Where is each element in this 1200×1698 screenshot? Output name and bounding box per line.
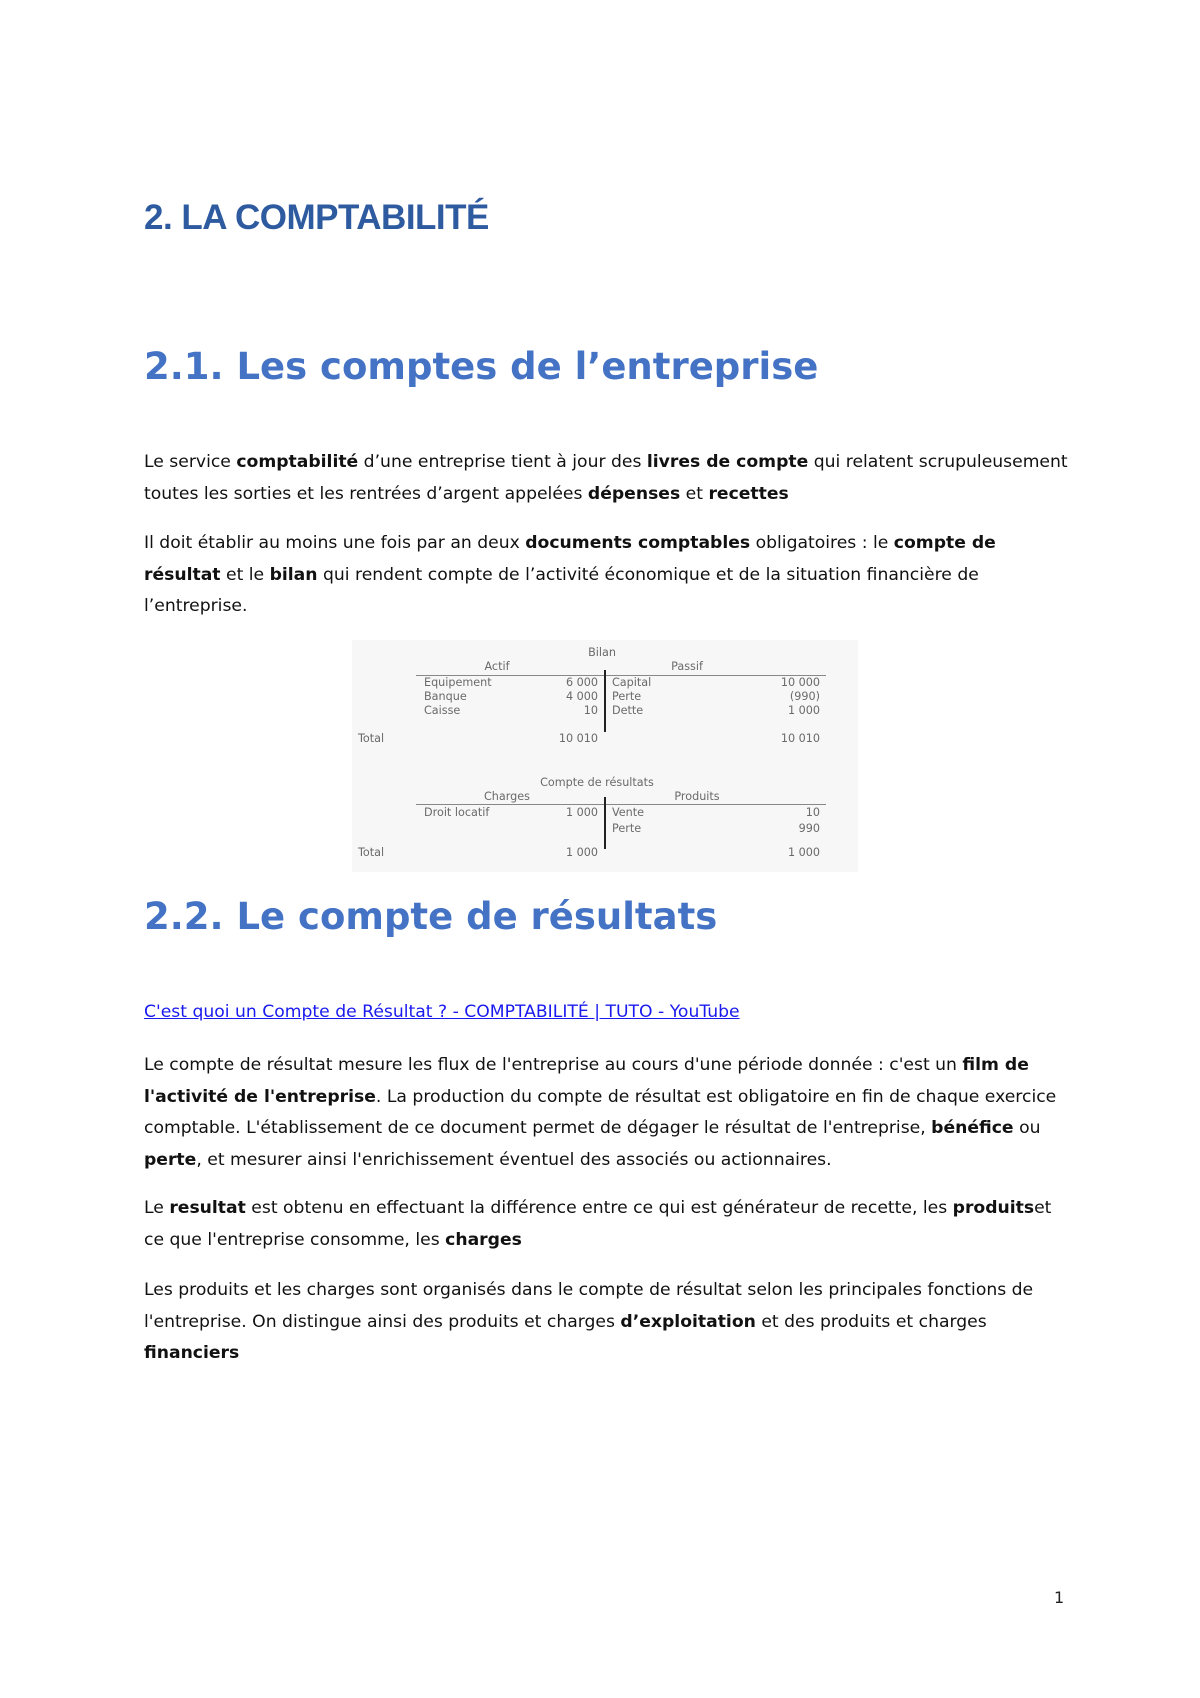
text-run: qui rendent compte de l’activité économique et de la situation financière de l’entreprise.: [144, 564, 979, 616]
actif-row-label: Banque: [424, 690, 467, 703]
resultat-title: Compte de résultats: [540, 776, 654, 789]
text-run: est obtenu en effectuant la différence entre ce qui est générateur de recette, les: [245, 1198, 953, 1218]
charges-row-label: Droit locatif: [424, 806, 490, 819]
bold-run: perte: [144, 1149, 197, 1170]
produits-label: Produits: [674, 790, 720, 803]
main-heading: 2. LA COMPTABILITÉ: [144, 198, 489, 237]
bold-run: dépenses: [587, 483, 681, 504]
section-1-paragraph-2: [144, 528, 1074, 623]
resultat-total-label: Total: [358, 846, 385, 859]
passif-row-label: Dette: [612, 704, 644, 717]
section-2-paragraph-1: [144, 1050, 1074, 1176]
text-run: et le: [220, 564, 270, 585]
resultat-divider: [604, 797, 606, 849]
text-run: , et mesurer ainsi l'enrichissement éventuel des associés ou actionnaires.: [196, 1149, 832, 1170]
actif-row-value: 4 000: [565, 690, 598, 703]
produits-row-value: 10: [805, 806, 820, 819]
text-run: . La production du compte de résultat est obligatoire en fin de chaque exercice comptable. L'établissement de ce document permet de dégager le résultat de l'entreprise,: [144, 1086, 1057, 1138]
bold-run: bénéfice: [931, 1118, 1014, 1138]
text-run: Le service: [144, 452, 237, 472]
text-run: qui relatent scrupuleusement toutes les sorties et les rentrées d’argent appelées: [144, 452, 1068, 504]
resultat-header-rule: [416, 804, 826, 805]
bilan-total-actif: 10 010: [558, 732, 598, 745]
text-run: et: [680, 483, 709, 504]
text-run: d’une entreprise tient à jour des: [358, 452, 647, 472]
bold-run: compte de résultat: [144, 533, 996, 585]
passif-row-label: Capital: [612, 676, 652, 689]
bilan-divider: [604, 670, 606, 732]
produits-row-label: Vente: [612, 806, 645, 819]
section-2-paragraph-2: [144, 1193, 1074, 1256]
charges-row-value: 1 000: [565, 806, 598, 819]
actif-label: Actif: [484, 660, 510, 673]
text-run: ou: [1013, 1118, 1041, 1138]
text-run: et des produits et charges: [755, 1311, 987, 1332]
section-2-heading: 2.2. Le compte de résultats: [144, 895, 718, 938]
text-run: obligatoires : le: [750, 533, 894, 553]
text-run: Les produits et les charges sont organisés dans le compte de résultat selon les principales fonctions de l'entreprise. On distingue ainsi des produits et charges: [144, 1280, 1034, 1332]
text-run: Le: [144, 1198, 170, 1218]
passif-row-value: 10 000: [780, 676, 820, 689]
text-run: Le compte de résultat mesure les flux de l'entreprise au cours d'une période donnée : c'est un: [144, 1055, 963, 1075]
bilan-total-passif: 10 010: [780, 732, 820, 745]
bold-run: comptabilité: [236, 452, 359, 472]
section-2-paragraph-3: [144, 1275, 1074, 1370]
produits-row-value: 990: [798, 822, 820, 835]
bold-run: resultat: [169, 1198, 246, 1218]
passif-row-value: (990): [789, 690, 820, 703]
bold-run: livres de compte: [646, 452, 809, 472]
passif-row-value: 1 000: [787, 704, 820, 717]
bilan-title: Bilan: [588, 646, 616, 659]
text-run: Il doit établir au moins une fois par an deux: [144, 533, 526, 553]
produits-row-label: Perte: [612, 822, 642, 835]
actif-row-label: Caisse: [424, 704, 461, 717]
section-1-paragraph-1: [144, 447, 1074, 510]
bold-run: film de l'activité de l'entreprise: [144, 1055, 1029, 1107]
passif-label: Passif: [671, 660, 703, 673]
page-number: 1: [1054, 1588, 1065, 1607]
resultat-total-produits: 1 000: [787, 846, 820, 859]
charges-label: Charges: [484, 790, 530, 803]
bold-run: d’exploitation: [620, 1311, 756, 1332]
bold-run: recettes: [708, 483, 789, 504]
text-run: et ce que l'entreprise consomme, les: [144, 1198, 1052, 1250]
section-1-heading: 2.1. Les comptes de l’entreprise: [144, 345, 819, 388]
accounting-figure: [352, 640, 858, 872]
bold-run: produits: [952, 1198, 1035, 1218]
bold-run: financiers: [144, 1343, 240, 1363]
actif-row-value: 10: [583, 704, 598, 717]
bilan-total-label: Total: [358, 732, 385, 745]
bold-run: charges: [445, 1229, 522, 1250]
resultat-total-charges: 1 000: [565, 846, 598, 859]
actif-row-value: 6 000: [565, 676, 598, 689]
bold-run: bilan: [269, 564, 318, 585]
bold-run: documents comptables: [525, 533, 751, 553]
passif-row-label: Perte: [612, 690, 642, 703]
youtube-link[interactable]: C'est quoi un Compte de Résultat ? - COMPTABILITÉ | TUTO - YouTube: [144, 1002, 740, 1022]
actif-row-label: Equipement: [424, 676, 492, 689]
